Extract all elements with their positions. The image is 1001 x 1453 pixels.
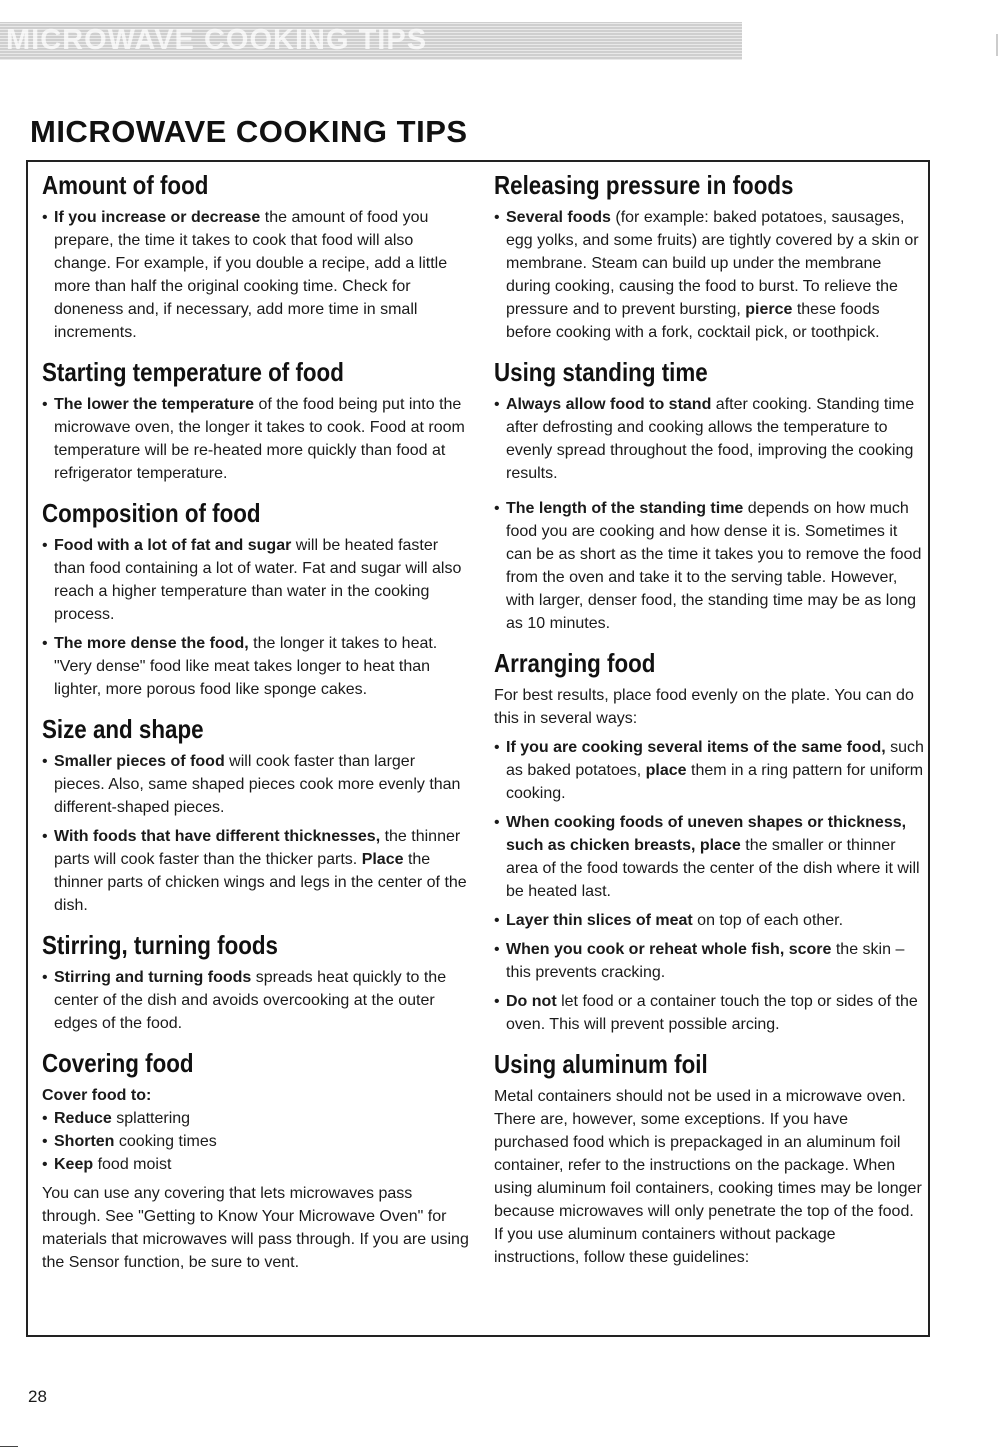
body-paragraph: You can use any covering that lets microwaves pass through. See "Getting to Know Your Microwave Oven" for materials that microwaves will pass through. If you are using the Sensor function, be sure to vent. [42,1185,469,1271]
section-standing-time [494,355,924,635]
section-heading: Releasing pressure in foods [494,170,794,200]
section-size-and-shape [42,712,470,917]
section-aluminum-foil [494,1047,924,1269]
section-arranging-food [494,646,924,1036]
section-releasing-pressure [494,168,924,344]
margin-mark [0,1446,18,1447]
section-composition-of-food [42,496,470,701]
bullet-item: • Keep food moist [42,1153,470,1176]
bullet-item: • With foods that have different thicknesses, the thinner parts will cook faster than the thicker parts. Place the thinner parts of chicken wings and legs in the center of the dish. [42,825,470,917]
section-starting-temperature [42,355,470,485]
section-heading: Covering food [42,1048,194,1078]
section-heading: Size and shape [42,714,204,744]
body-paragraph: For best results, place food evenly on the plate. You can do this in several ways: [494,687,914,727]
section-heading: Starting temperature of food [42,357,344,387]
subheading: Cover food to: [42,1087,152,1104]
section-heading: Stirring, turning foods [42,930,279,960]
bullet-item: • The more dense the food, the longer it takes to heat. "Very dense" food like meat takes longer to heat than lighter, more porous food like sponge cakes. [42,632,470,701]
bullet-item: • The lower the temperature of the food being put into the microwave oven, the longer it takes to cook. Food at room temperature will be re-heated more quickly than food at refrigerator temperature. [42,393,470,485]
bullet-item: • Shorten cooking times [42,1130,470,1153]
section-amount-of-food [42,168,470,344]
body-paragraph: Metal containers should not be used in a microwave oven. There are, however, some exceptions. If you have purchased food which is prepackaged in an aluminum foil container, refer to the instructions on the package. When using aluminum foil containers, cooking times may be longer because microwaves will only penetrate the top of the food. If you use aluminum containers without package instructions, follow these guidelines: [494,1088,922,1266]
bullet-item: • The length of the standing time depends on how much food you are cooking and how dense it is. Sometimes it can be as short as the time it takes you to remove the food from the oven and take it to the serving table. However, with larger, denser food, the standing time may be as long as 10 minutes. [494,497,924,635]
bullet-item: • Layer thin slices of meat on top of each other. [494,909,924,932]
bullet-item: • Smaller pieces of food will cook faster than larger pieces. Also, same shaped pieces cook more evenly than different-shaped pieces. [42,750,470,819]
section-heading: Composition of food [42,498,261,528]
bullet-item: • Always allow food to stand after cooking. Standing time after defrosting and cooking allows the temperature to evenly spread throughout the food, improving the cooking results. [494,393,924,485]
left-column [42,168,470,1285]
bullet-item: • Reduce splattering [42,1107,470,1130]
bullet-item: • Food with a lot of fat and sugar will be heated faster than food containing a lot of water. Fat and sugar will also reach a higher temperature than water in the cooking process. [42,534,470,626]
margin-mark [996,34,998,56]
bullet-item: • When you cook or reheat whole fish, score the skin – this prevents cracking. [494,938,924,984]
section-heading: Arranging food [494,648,656,678]
bullet-item: • Stirring and turning foods spreads heat quickly to the center of the dish and avoids overcooking at the outer edges of the food. [42,966,470,1035]
section-banner [0,22,742,60]
section-heading: Amount of food [42,170,209,200]
right-column [494,168,924,1280]
section-stirring-turning [42,928,470,1035]
bullet-item: • Do not let food or a container touch the top or sides of the oven. This will prevent possible arcing. [494,990,924,1036]
bullet-item: • When cooking foods of uneven shapes or thickness, such as chicken breasts, place the smaller or thinner area of the food towards the center of the dish where it will be heated last. [494,811,924,903]
bullet-item: • If you are cooking several items of the same food, such as baked potatoes, place them in a ring pattern for uniform cooking. [494,736,924,805]
banner-text: MICROWAVE COOKING TIPS [6,24,428,56]
section-heading: Using aluminum foil [494,1049,708,1079]
section-covering-food [42,1046,470,1274]
bullet-item: • If you increase or decrease the amount of food you prepare, the time it takes to cook that food will also change. For example, if you double a recipe, add a little more than half the original cooking time. Check for doneness and, if necessary, add more time in small increments. [42,206,470,344]
page-number: 28 [28,1387,47,1406]
page-title: MICROWAVE COOKING TIPS [30,114,468,149]
bullet-item: • Several foods (for example: baked potatoes, sausages, egg yolks, and some fruits) are tightly covered by a skin or membrane. Steam can build up under the membrane during cooking, causing the food to burst. To relieve the pressure and to prevent bursting, pierce these foods before cooking with a fork, cocktail pick, or toothpick. [494,206,924,344]
section-heading: Using standing time [494,357,708,387]
